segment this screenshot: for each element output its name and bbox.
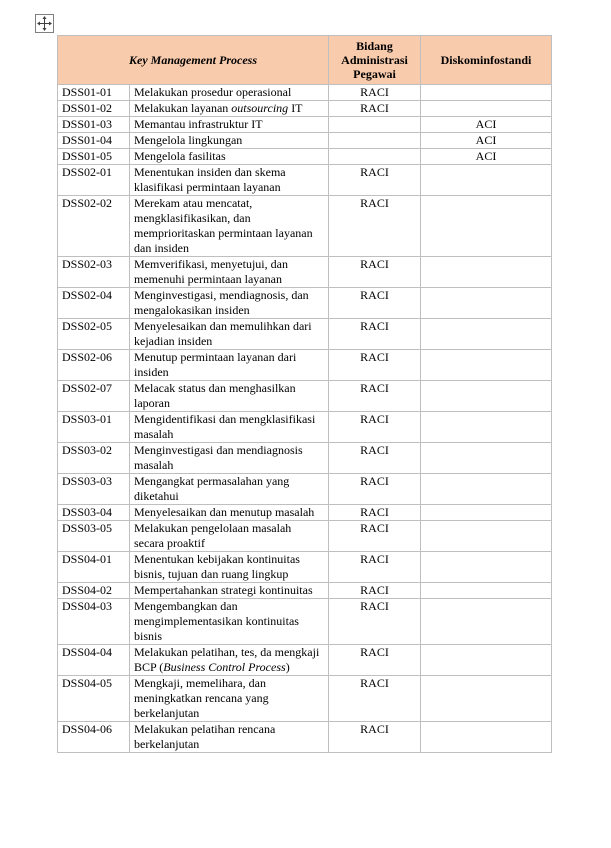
process-description-text: Menutup permintaan layanan dari insiden — [134, 350, 297, 379]
table-row — [58, 165, 552, 196]
process-description-text: Menyelesaikan dan menutup masalah — [134, 505, 315, 519]
bidang-raci-cell: RACI — [329, 599, 421, 645]
process-description-cell — [130, 133, 329, 149]
header-bidang-administrasi-pegawai: Bidang Administrasi Pegawai — [329, 36, 421, 85]
process-description-text: Melakukan pelatihan, tes, da mengkaji BCP ( — [134, 645, 320, 674]
process-code-cell: DSS02-03 — [58, 257, 130, 288]
table-row — [58, 599, 552, 645]
process-description-text: Mengidentifikasi dan mengklasifikasi masalah — [134, 412, 316, 441]
process-description-italic-term: Business Control Process — [163, 660, 286, 674]
table-row — [58, 443, 552, 474]
bidang-raci-cell: RACI — [329, 521, 421, 552]
diskominfostandi-raci-cell — [421, 676, 552, 722]
raci-table — [57, 35, 552, 753]
diskominfostandi-raci-cell — [421, 583, 552, 599]
process-code-cell: DSS02-05 — [58, 319, 130, 350]
table-row — [58, 85, 552, 101]
table-row — [58, 505, 552, 521]
process-description-text: Melakukan pelatihan rencana berkelanjutan — [134, 722, 276, 751]
process-code-cell: DSS03-03 — [58, 474, 130, 505]
bidang-raci-cell: RACI — [329, 552, 421, 583]
diskominfostandi-raci-cell — [421, 552, 552, 583]
diskominfostandi-raci-cell — [421, 288, 552, 319]
process-code-cell: DSS01-01 — [58, 85, 130, 101]
process-description-cell — [130, 350, 329, 381]
table-row — [58, 676, 552, 722]
process-description-cell — [130, 288, 329, 319]
process-description-cell — [130, 521, 329, 552]
header-diskominfostandi: Diskominfostandi — [421, 36, 552, 85]
table-row — [58, 583, 552, 599]
process-code-cell: DSS04-03 — [58, 599, 130, 645]
table-row — [58, 474, 552, 505]
process-code-cell: DSS02-07 — [58, 381, 130, 412]
process-description-cell — [130, 381, 329, 412]
diskominfostandi-raci-cell — [421, 101, 552, 117]
diskominfostandi-raci-cell — [421, 599, 552, 645]
process-code-cell: DSS04-04 — [58, 645, 130, 676]
process-code-cell: DSS01-04 — [58, 133, 130, 149]
diskominfostandi-raci-cell — [421, 722, 552, 753]
process-description-italic-term: outsourcing — [231, 101, 289, 115]
process-description-text: Melacak status dan menghasilkan laporan — [134, 381, 296, 410]
table-row — [58, 350, 552, 381]
bidang-raci-cell — [329, 133, 421, 149]
bidang-raci-cell: RACI — [329, 381, 421, 412]
diskominfostandi-raci-cell: ACI — [421, 117, 552, 133]
process-code-cell: DSS04-06 — [58, 722, 130, 753]
process-description-text: Memantau infrastruktur IT — [134, 117, 263, 131]
table-row — [58, 381, 552, 412]
bidang-raci-cell: RACI — [329, 85, 421, 101]
diskominfostandi-raci-cell — [421, 165, 552, 196]
table-move-handle-icon[interactable] — [35, 14, 54, 33]
process-description-text: Mengangkat permasalahan yang diketahui — [134, 474, 290, 503]
bidang-raci-cell — [329, 149, 421, 165]
bidang-raci-cell: RACI — [329, 196, 421, 257]
diskominfostandi-raci-cell — [421, 474, 552, 505]
table-row — [58, 722, 552, 753]
process-code-cell: DSS02-04 — [58, 288, 130, 319]
header-key-management-process: Key Management Process — [58, 36, 329, 85]
diskominfostandi-raci-cell — [421, 412, 552, 443]
diskominfostandi-raci-cell — [421, 257, 552, 288]
process-description-cell — [130, 257, 329, 288]
bidang-raci-cell: RACI — [329, 722, 421, 753]
process-code-cell: DSS03-04 — [58, 505, 130, 521]
process-description-cell — [130, 474, 329, 505]
diskominfostandi-raci-cell: ACI — [421, 133, 552, 149]
diskominfostandi-raci-cell — [421, 521, 552, 552]
process-description-text: Merekam atau mencatat, mengklasifikasikan, dan memprioritaskan permintaan layanan dan insiden — [134, 196, 313, 255]
process-description-cell — [130, 412, 329, 443]
bidang-raci-cell: RACI — [329, 412, 421, 443]
table-row — [58, 288, 552, 319]
process-code-cell: DSS04-05 — [58, 676, 130, 722]
process-description-text: Mengembangkan dan mengimplementasikan kontinuitas bisnis — [134, 599, 299, 643]
diskominfostandi-raci-cell: ACI — [421, 149, 552, 165]
diskominfostandi-raci-cell — [421, 505, 552, 521]
process-description-text: Menentukan insiden dan skema klasifikasi permintaan layanan — [134, 165, 286, 194]
process-description-cell — [130, 101, 329, 117]
process-description-cell — [130, 117, 329, 133]
process-description-cell — [130, 505, 329, 521]
process-code-cell: DSS02-01 — [58, 165, 130, 196]
bidang-raci-cell: RACI — [329, 676, 421, 722]
table-row — [58, 133, 552, 149]
process-code-cell: DSS03-05 — [58, 521, 130, 552]
process-code-cell: DSS01-05 — [58, 149, 130, 165]
process-code-cell: DSS03-01 — [58, 412, 130, 443]
bidang-raci-cell: RACI — [329, 583, 421, 599]
process-code-cell: DSS01-02 — [58, 101, 130, 117]
process-description-text: Melakukan prosedur operasional — [134, 85, 292, 99]
diskominfostandi-raci-cell — [421, 196, 552, 257]
process-description-text: Memverifikasi, menyetujui, dan memenuhi permintaan layanan — [134, 257, 288, 286]
process-description-text-suffix: IT — [288, 101, 303, 115]
bidang-raci-cell: RACI — [329, 505, 421, 521]
process-description-cell — [130, 319, 329, 350]
process-description-cell — [130, 149, 329, 165]
table-row — [58, 101, 552, 117]
process-description-cell — [130, 676, 329, 722]
bidang-raci-cell: RACI — [329, 474, 421, 505]
process-description-cell — [130, 196, 329, 257]
diskominfostandi-raci-cell — [421, 319, 552, 350]
table-row — [58, 117, 552, 133]
bidang-raci-cell: RACI — [329, 257, 421, 288]
table-row — [58, 521, 552, 552]
process-description-cell — [130, 645, 329, 676]
process-description-cell — [130, 583, 329, 599]
process-description-text: Mengelola lingkungan — [134, 133, 243, 147]
process-code-cell: DSS02-02 — [58, 196, 130, 257]
process-description-cell — [130, 443, 329, 474]
process-description-text: Mempertahankan strategi kontinuitas — [134, 583, 313, 597]
process-description-cell — [130, 165, 329, 196]
bidang-raci-cell: RACI — [329, 443, 421, 474]
bidang-raci-cell: RACI — [329, 288, 421, 319]
process-code-cell: DSS03-02 — [58, 443, 130, 474]
process-description-text: Mengkaji, memelihara, dan meningkatkan rencana yang berkelanjutan — [134, 676, 269, 720]
table-row — [58, 257, 552, 288]
process-description-cell — [130, 552, 329, 583]
diskominfostandi-raci-cell — [421, 443, 552, 474]
process-code-cell: DSS04-01 — [58, 552, 130, 583]
process-description-text: Mengelola fasilitas — [134, 149, 226, 163]
process-description-text: Menentukan kebijakan kontinuitas bisnis, tujuan dan ruang lingkup — [134, 552, 300, 581]
table-row — [58, 196, 552, 257]
process-description-text: Menginvestigasi, mendiagnosis, dan mengalokasikan insiden — [134, 288, 309, 317]
bidang-raci-cell: RACI — [329, 319, 421, 350]
bidang-raci-cell: RACI — [329, 645, 421, 676]
process-description-cell — [130, 722, 329, 753]
table-row — [58, 552, 552, 583]
process-code-cell: DSS02-06 — [58, 350, 130, 381]
diskominfostandi-raci-cell — [421, 645, 552, 676]
bidang-raci-cell: RACI — [329, 350, 421, 381]
diskominfostandi-raci-cell — [421, 350, 552, 381]
table-row — [58, 149, 552, 165]
process-description-text: Menyelesaikan dan memulihkan dari kejadian insiden — [134, 319, 312, 348]
process-description-text: Melakukan layanan — [134, 101, 232, 115]
bidang-raci-cell: RACI — [329, 165, 421, 196]
process-description-text: Menginvestigasi dan mendiagnosis masalah — [134, 443, 303, 472]
diskominfostandi-raci-cell — [421, 85, 552, 101]
table-row — [58, 412, 552, 443]
bidang-raci-cell: RACI — [329, 101, 421, 117]
process-code-cell: DSS01-03 — [58, 117, 130, 133]
diskominfostandi-raci-cell — [421, 381, 552, 412]
process-description-cell — [130, 599, 329, 645]
process-code-cell: DSS04-02 — [58, 583, 130, 599]
table-row — [58, 319, 552, 350]
table-header-row — [58, 36, 552, 85]
process-description-text: Melakukan pengelolaan masalah secara proaktif — [134, 521, 292, 550]
process-description-text-suffix: ) — [285, 660, 290, 674]
bidang-raci-cell — [329, 117, 421, 133]
table-row — [58, 645, 552, 676]
process-description-cell — [130, 85, 329, 101]
